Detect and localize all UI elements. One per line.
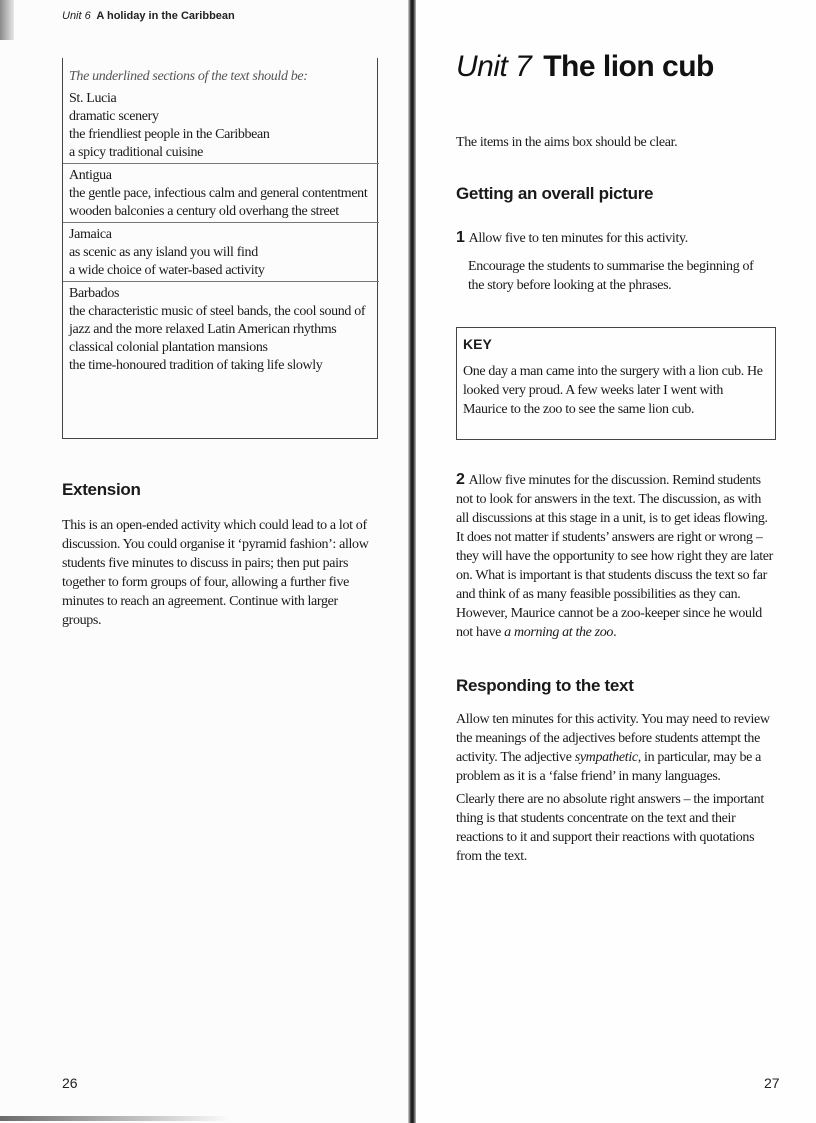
step-1-number: 1 [456, 229, 465, 246]
answers-box-intro: The underlined sections of the text should be: [69, 69, 308, 84]
step-2-number: 2 [456, 471, 465, 488]
island-item: the gentle pace, infectious calm and general contentment [69, 186, 368, 201]
step-1-continued: Encourage the students to summarise the beginning of the story before looking at the phrases. [468, 259, 754, 293]
island-item: as scenic as any island you will find [69, 245, 258, 260]
book-spine [408, 0, 416, 1123]
island-divider [63, 222, 379, 223]
responding-para-1-italic: sympathetic [574, 750, 638, 765]
step-2 [456, 470, 776, 642]
responding-para-1-end: , in particular, may be a problem as it is a ‘false friend’ in many languages. [456, 750, 761, 784]
overall-picture-heading: Getting an overall picture [456, 184, 654, 203]
step-2-end: . [613, 625, 617, 640]
island-name: Antigua [69, 168, 112, 183]
extension-heading: Extension [62, 480, 141, 499]
step-1-line1: Allow five to ten minutes for this activity. [468, 231, 688, 246]
scan-edge-shadow [0, 0, 14, 40]
island-name: Barbados [69, 286, 120, 301]
aims-intro: The items in the aims box should be clear. [456, 135, 678, 150]
island-jamaica [69, 226, 373, 280]
unit-title [456, 50, 714, 84]
unit-number: Unit 7 [456, 50, 532, 83]
responding-body [456, 710, 776, 870]
island-item: a spicy traditional cuisine [69, 145, 204, 160]
island-item: the characteristic music of steel bands, the cool sound of jazz and the more relaxed Latin American rhythms [69, 304, 366, 337]
key-label: KEY [463, 336, 492, 352]
island-item: dramatic scenery [69, 109, 159, 124]
island-barbados [69, 285, 373, 375]
step-2-italic-phrase: a morning at the zoo [504, 625, 614, 640]
unit-title-text: The lion cub [543, 50, 714, 83]
island-item: classical colonial plantation mansions [69, 340, 268, 355]
page-number-left: 26 [62, 1075, 78, 1091]
island-item: wooden balconies a century old overhang the street [69, 204, 339, 219]
key-text: One day a man came into the surgery with a lion cub. He looked very proud. A few weeks later I went with Maurice to the zoo to see the same lion cub. [463, 364, 763, 417]
island-item: the friendliest people in the Caribbean [69, 127, 270, 142]
responding-para-1 [456, 710, 776, 786]
running-head-unit: Unit 6 [62, 10, 91, 22]
scan-bottom-shadow [0, 1116, 230, 1121]
island-st-lucia [69, 90, 373, 162]
step-1 [456, 228, 776, 248]
answers-box [62, 58, 378, 439]
island-name: Jamaica [69, 227, 112, 242]
island-antigua [69, 167, 373, 221]
key-box [456, 327, 776, 440]
island-name: St. Lucia [69, 91, 117, 106]
island-item: the time-honoured tradition of taking life slowly [69, 358, 323, 373]
page-number-right: 27 [764, 1075, 780, 1091]
running-head-title: A holiday in the Caribbean [96, 10, 235, 22]
island-divider [63, 281, 379, 282]
island-divider [63, 163, 379, 164]
responding-para-1-start: Allow ten minutes for this activity. You may need to review the meanings of the adjectives before students attempt the activity. The adjective [456, 712, 770, 765]
responding-para-2: Clearly there are no absolute right answers – the important thing is that students concentrate on the text and their reactions to it and support their reactions with quotations from the text. [456, 792, 764, 864]
responding-heading: Responding to the text [456, 676, 634, 695]
extension-body: This is an open-ended activity which could lead to a lot of discussion. You could organise it ‘pyramid fashion’: allow students five minutes to discuss in pairs; then put pairs together to form groups of four, allowing a further five minutes to reach an agreement. Continue with larger groups. [62, 518, 369, 628]
island-item: a wide choice of water-based activity [69, 263, 265, 278]
running-head [62, 10, 235, 22]
step-2-text: Allow five minutes for the discussion. Remind students not to look for answers in the text. The discussion, as with all discussions at this stage in a unit, is to get ideas flowing. It does not matter if students’ answers are right or wrong – they will have the opportunity to see how right they are later on. What is important is that students discuss the text so far and think of as many feasible possibilities as they can. However, Maurice cannot be a zoo-keeper since he would not have [456, 473, 773, 640]
